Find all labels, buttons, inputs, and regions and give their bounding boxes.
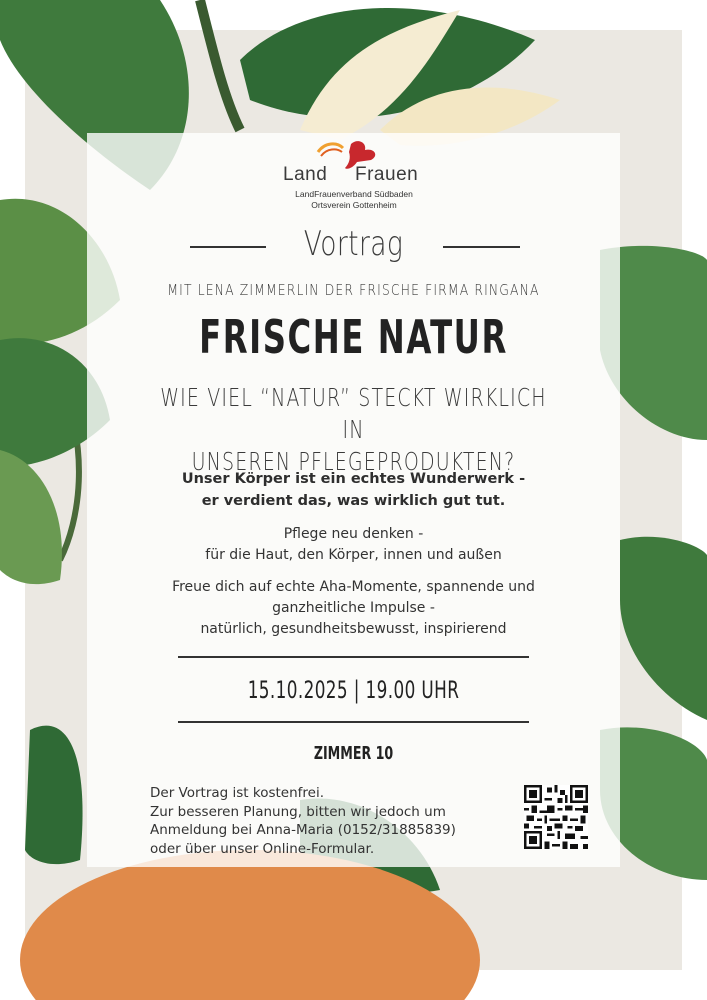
paragraph-care [87, 524, 620, 566]
event-type: Vortrag [303, 224, 404, 264]
divider-date-bottom [178, 721, 529, 723]
logo-word-land: Land [283, 164, 328, 185]
paragraph-line: für die Haut, den Körper, innen und außen [205, 547, 502, 563]
info-line: Der Vortrag ist kostenfrei. [150, 785, 325, 801]
landfrauen-logo [283, 136, 425, 210]
divider-date-top [178, 656, 529, 658]
event-datetime: 15.10.2025 | 19.00 UHR [247, 676, 460, 704]
paragraph-line: ganzheitliche Impulse - [272, 600, 435, 616]
qr-code-icon[interactable] [524, 785, 588, 849]
paragraph-line: Freue dich auf echte Aha-Momente, spannende und [172, 579, 535, 595]
event-question [151, 382, 556, 478]
logo-subtitle-local: Ortsverein Gottenheim [311, 200, 397, 210]
info-line: Anmeldung bei Anna-Maria (0152/31885839) [150, 822, 456, 838]
highlight-line: er verdient das, was wirklich gut tut. [201, 493, 506, 509]
highlight-text [87, 468, 620, 512]
info-line: Zur besseren Planung, bitten wir jedoch um [150, 803, 446, 820]
paragraph-line: natürlich, gesundheitsbewusst, inspirierend [200, 621, 507, 637]
event-title: FRISCHE NATUR [199, 310, 508, 364]
paragraph-impulses [87, 577, 620, 640]
speaker-line: MIT LENA ZIMMERLIN DER FRISCHE FIRMA RINGANA [167, 281, 540, 299]
info-line: oder über unser Online-Formular. [150, 840, 375, 857]
paragraph-line: Pflege neu denken - [283, 526, 424, 542]
logo-subtitle-association: LandFrauenverband Südbaden [295, 189, 413, 199]
logo-word-frauen: Frauen [355, 164, 419, 185]
event-room: ZIMMER 10 [313, 743, 394, 764]
question-line: WIE VIEL “NATUR” STECKT WIRKLICH IN [160, 383, 547, 444]
question-line: UNSEREN PFLEGEPRODUKTEN? [191, 447, 516, 476]
registration-info [150, 784, 456, 858]
highlight-line: Unser Körper ist ein echtes Wunderwerk - [181, 471, 526, 487]
